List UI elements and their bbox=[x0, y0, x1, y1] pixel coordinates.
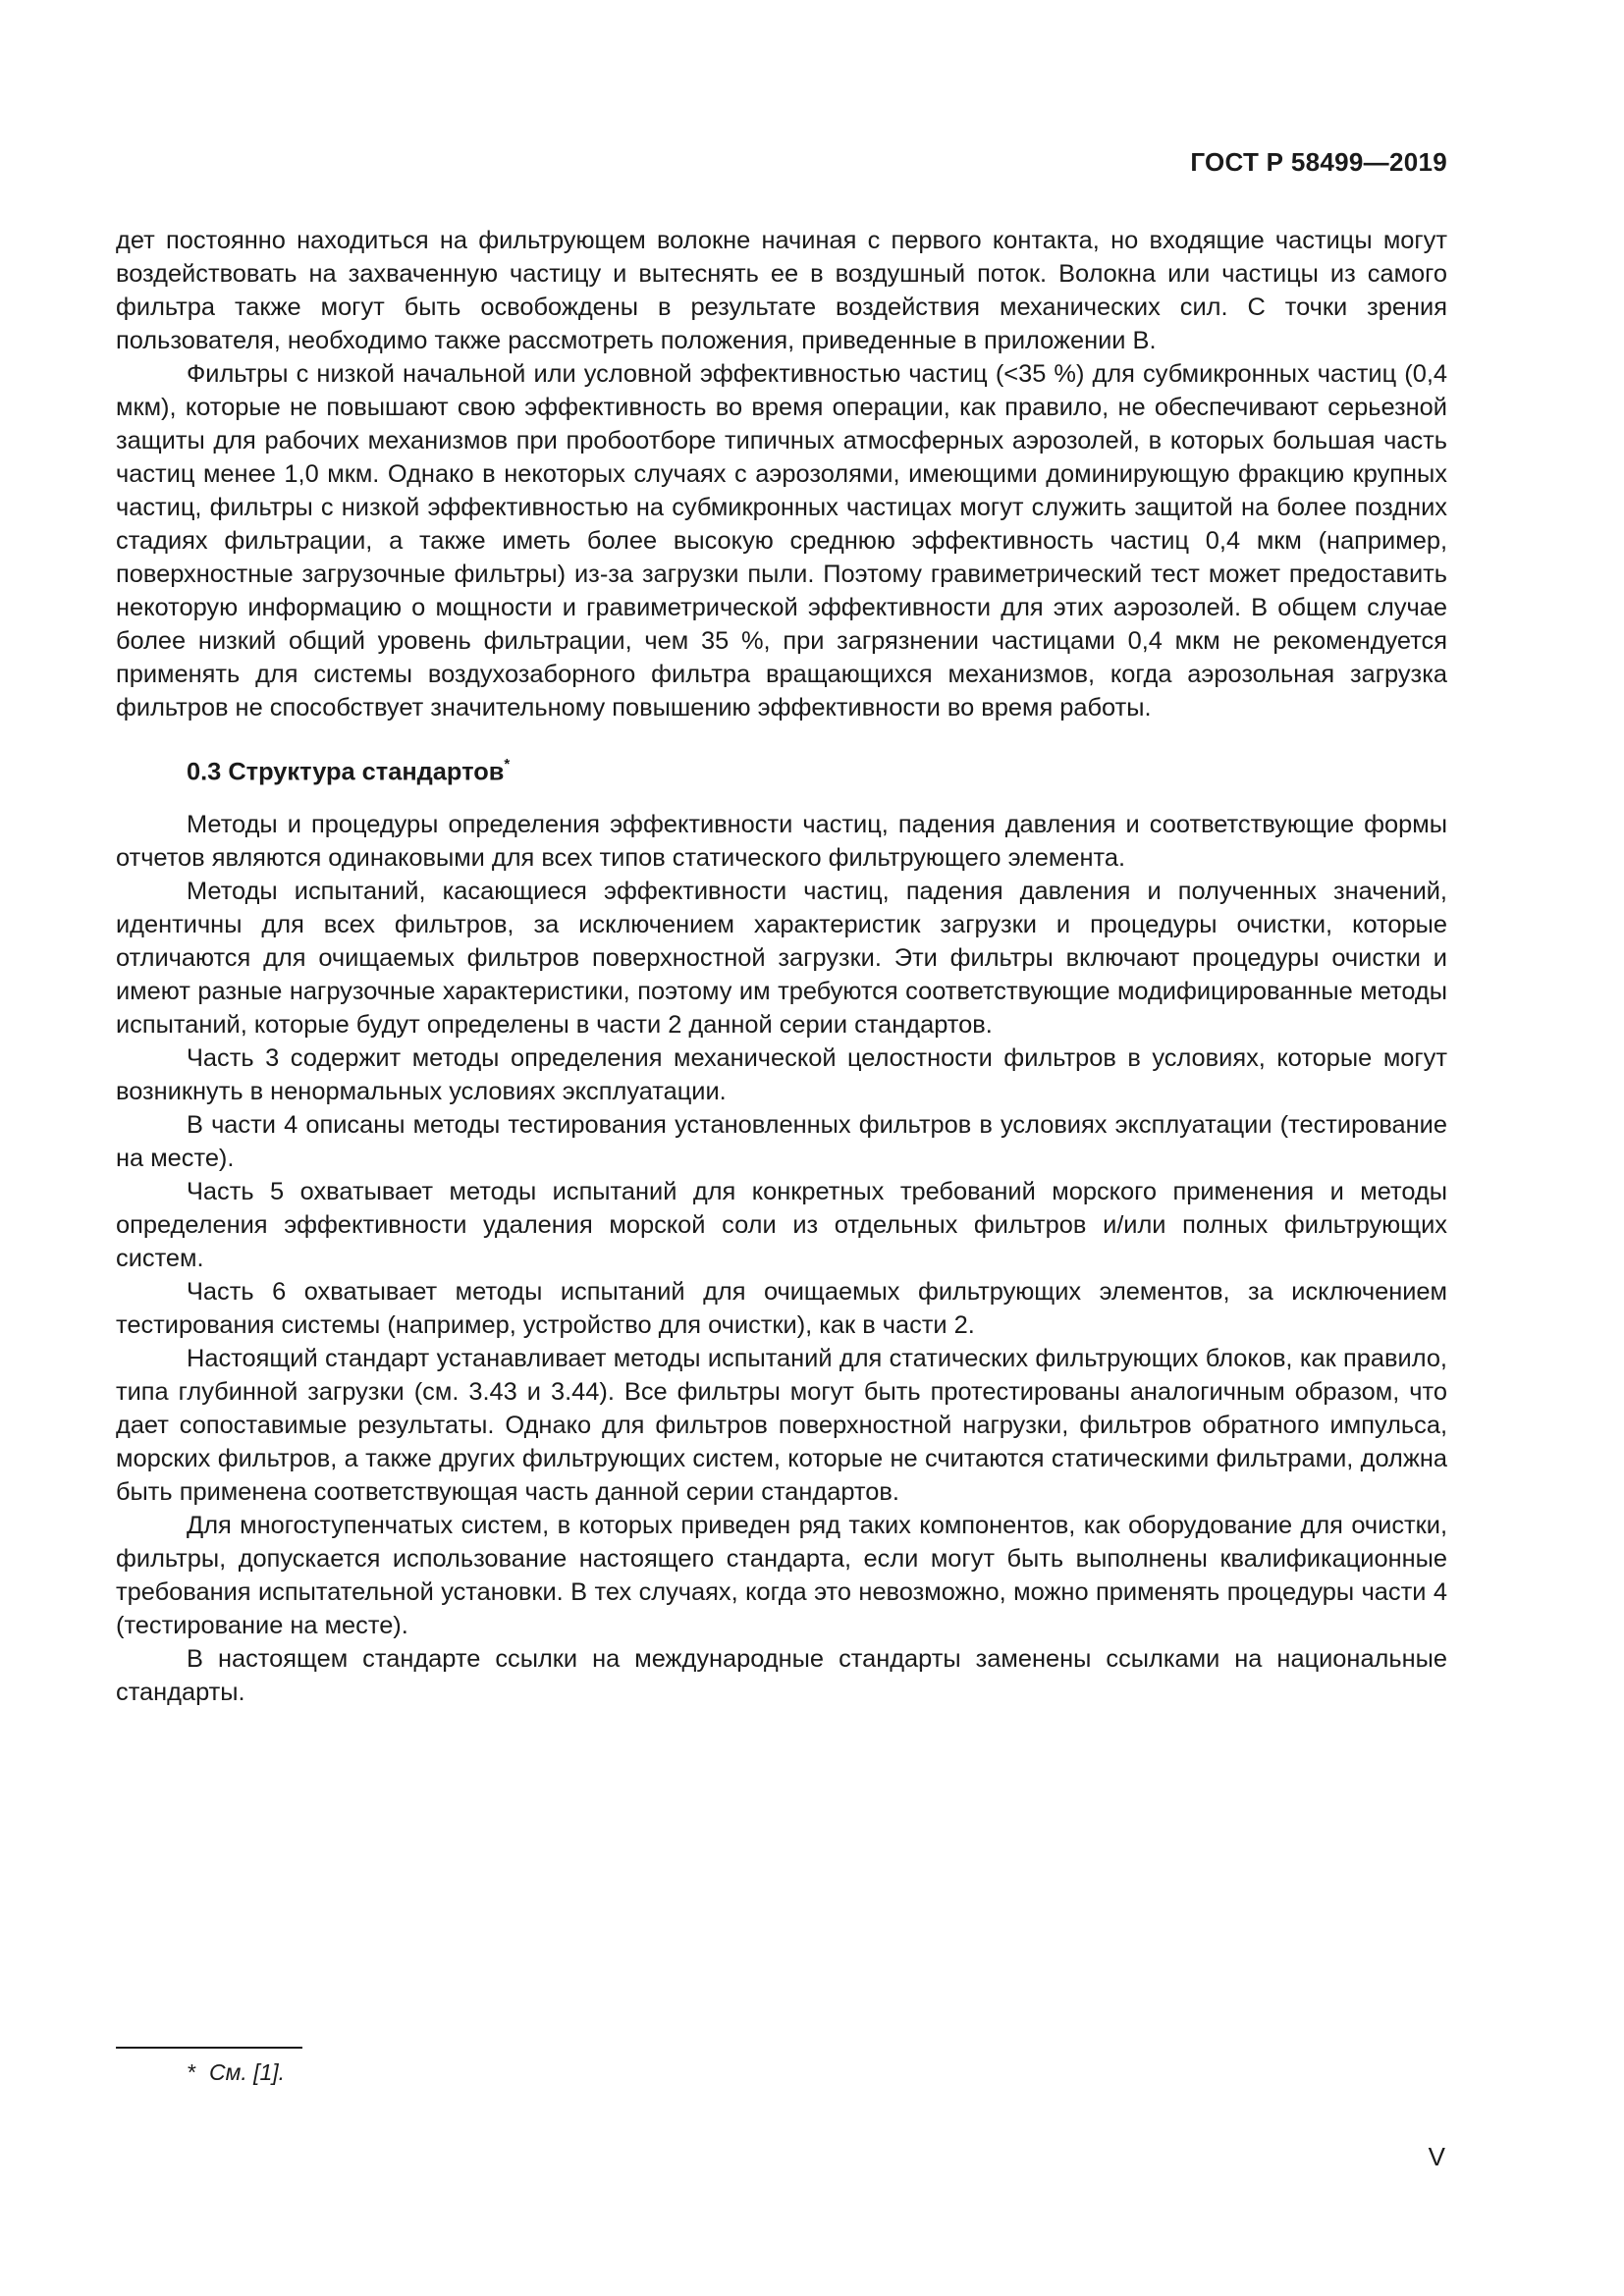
page-number: V bbox=[1428, 2142, 1445, 2171]
footnote-text: См. [1]. bbox=[208, 2059, 286, 2085]
paragraph-continuation: дет постоянно находиться на фильтрующем волокне начиная с первого контакта, но входящие частицы могут воздействовать на захваченную частицу и вытеснять ее в воздушный поток. Волокна или частицы из самого фильтра также могут быть освобождены в результате воздействия механических сил. С точки зрения пользователя, необходимо также рассмотреть положения, приведенные в приложении В. bbox=[116, 227, 1447, 354]
paragraph: Для многоступенчатых систем, в которых приведен ряд таких компонентов, как оборудование для очистки, фильтры, допускается использование настоящего стандарта, если могут быть выполнены квалификационные требования испытательной установки. В тех случаях, когда это невозможно, можно применять процедуры части 4 (тестирование на месте). bbox=[116, 1512, 1447, 1640]
paragraph: В части 4 описаны методы тестирования установленных фильтров в условиях эксплуатации (тестирование на месте). bbox=[116, 1111, 1447, 1173]
document-header-id: ГОСТ Р 58499—2019 bbox=[1190, 147, 1447, 177]
section-heading-text: 0.3 Структура стандартов bbox=[187, 758, 505, 786]
paragraph: Фильтры с низкой начальной или условной эффективностью частиц (<35 %) для субмикронных частиц (0,4 мкм), которые не повышают свою эффективность во время операции, как правило, не обеспечивают серьезной защиты для рабочих механизмов при пробоотборе типичных атмосферных аэрозолей, в которых большая часть частиц менее 1,0 мкм. Однако в некоторых случаях с аэрозолями, имеющими доминирующую фракцию крупных частиц, фильтры с низкой эффективностью на субмикронных частицах могут служить защитой на более поздних стадиях фильтрации, а также иметь более высокую среднюю эффективность частиц 0,4 мкм (например, поверхностные загрузочные фильтры) из-за загрузки пыли. Поэтому гравиметрический тест может предоставить некоторую информацию о мощности и гравиметрической эффективности для этих аэрозолей. В общем случае более низкий общий уровень фильтрации, чем 35 %, при загрязнении частицами 0,4 мкм не рекомендуется применять для системы воздухозаборного фильтра вращающихся механизмов, когда аэрозольная загрузка фильтров не способствует значительному повышению эффективности во время работы. bbox=[116, 360, 1447, 721]
document-body bbox=[116, 224, 1447, 1709]
footnote-divider bbox=[116, 2047, 302, 2049]
paragraph: Методы и процедуры определения эффективности частиц, падения давления и соответствующие формы отчетов являются одинаковыми для всех типов статического фильтрующего элемента. bbox=[116, 811, 1447, 873]
paragraph: Настоящий стандарт устанавливает методы испытаний для статических фильтрующих блоков, как правило, типа глубинной загрузки (см. 3.43 и 3.44). Все фильтры могут быть протестированы аналогичным образом, что дает сопоставимые результаты. Однако для фильтров поверхностной нагрузки, фильтров обратного импульса, морских фильтров, а также других фильтрующих систем, которые не считаются статическими фильтрами, должна быть применена соответствующая часть данной серии стандартов. bbox=[116, 1345, 1447, 1507]
paragraph: Часть 3 содержит методы определения механической целостности фильтров в условиях, которые могут возникнуть в ненормальных условиях эксплуатации. bbox=[116, 1044, 1447, 1106]
paragraph: Часть 6 охватывает методы испытаний для очищаемых фильтрующих элементов, за исключением тестирования системы (например, устройство для очистки), как в части 2. bbox=[116, 1278, 1447, 1340]
footnote-reference[interactable]: * bbox=[504, 756, 511, 773]
footnote-mark: * bbox=[187, 2059, 195, 2085]
paragraph: В настоящем стандарте ссылки на международные стандарты заменены ссылками на национальные стандарты. bbox=[116, 1645, 1447, 1707]
section-heading bbox=[187, 750, 1447, 788]
paragraph: Часть 5 охватывает методы испытаний для конкретных требований морского применения и методы определения эффективности удаления морской соли из отдельных фильтров и/или полных фильтрующих систем. bbox=[116, 1178, 1447, 1273]
paragraph: Методы испытаний, касающиеся эффективности частиц, падения давления и полученных значений, идентичны для всех фильтров, за исключением характеристик загрузки и процедуры очистки, которые отличаются для очищаемых фильтров поверхностной загрузки. Эти фильтры включают процедуры очистки и имеют разные нагрузочные характеристики, поэтому им требуются соответствующие модифицированные методы испытаний, которые будут определены в части 2 данной серии стандартов. bbox=[116, 878, 1447, 1040]
footnote bbox=[187, 2059, 285, 2086]
